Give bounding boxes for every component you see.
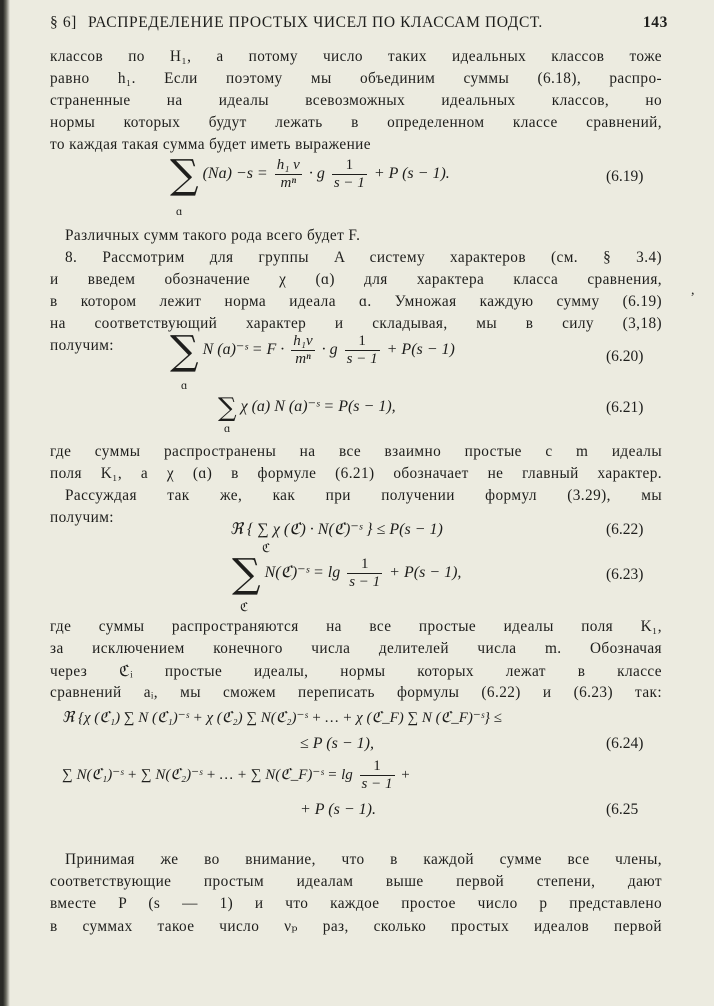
text-line: получим: bbox=[50, 337, 114, 354]
equation-6-22: ℜ { ∑ χ (ℭ) · N(ℭ)⁻ˢ } ≤ P(s − 1) bbox=[230, 521, 443, 538]
text-line: поля K₁, а χ (ɑ) в формуле (6.21) обозначает не главный характер. bbox=[50, 465, 662, 482]
text-line: Принимая же во внимание, что в каждой сумме все члены, bbox=[65, 851, 662, 868]
text-line: за исключением конечного числа делителей числа m. Обозначая bbox=[50, 640, 662, 657]
text-line: и введем обозначение χ (ɑ) для характера класса сравнения, bbox=[50, 271, 662, 288]
equation-number: (6.24) bbox=[606, 735, 644, 752]
sum-subscript: ℭ bbox=[240, 600, 249, 614]
equation-6-23: ∑ N(ℭ)⁻ˢ = lg $\frac{1}{s - 1}$ + P(s − 1), bbox=[232, 551, 462, 597]
text-line: нормы которых будут лежать в определенном классе сравнений, bbox=[50, 114, 662, 131]
text-line: Различных сумм такого рода всего будет F. bbox=[65, 227, 361, 244]
fraction: $\frac{1}{s - 1}$ bbox=[346, 332, 378, 367]
text-line: страненные на идеалы всевозможных идеальных классов, но bbox=[50, 92, 662, 109]
header-section: § 6] bbox=[50, 14, 77, 31]
text-line: где суммы распространены на все взаимно простые с m идеалы bbox=[50, 443, 662, 460]
text-line: классов по H₁, а потому число таких идеальных классов тоже bbox=[50, 48, 662, 65]
equation-6-25-line1: ∑ N(ℭ₁)⁻ˢ + ∑ N(ℭ₂)⁻ˢ + … + ∑ N(ℭ_F)⁻ˢ = lg $\frac{1}{s - 1}$ + bbox=[62, 758, 410, 792]
equation-6-24-line1: ℜ {χ (ℭ₁) ∑ N (ℭ₁)⁻ˢ + χ (ℭ₂) ∑ N(ℭ₂)⁻ˢ + … + χ (ℭ_F) ∑ N (ℭ_F)⁻ˢ} ≤ bbox=[62, 710, 502, 726]
text-line: на соответствующий характер и складывая, мы в силу (3,18) bbox=[50, 315, 662, 332]
text-line: в суммах такое число νₚ раз, сколько простых идеалов первой bbox=[50, 918, 662, 935]
text-line: сравнений aᵢ, мы сможем переписать формулы (6.22) и (6.23) так: bbox=[50, 684, 662, 701]
equation-number: (6.25 bbox=[606, 801, 639, 818]
sum-subscript: ℭ bbox=[262, 541, 271, 555]
sum-symbol: ∑ bbox=[232, 551, 261, 597]
equation-6-24-line2: ≤ P (s − 1), bbox=[300, 735, 374, 752]
sum-symbol: ∑ bbox=[170, 328, 199, 374]
fraction: $\frac{\text{h₁ v}}{\text{mⁿ}}$ bbox=[276, 156, 300, 191]
text-line: равно h₁. Если поэтому мы объединим суммы (6.18), распро- bbox=[50, 70, 662, 87]
sum-subscript: ɑ bbox=[224, 421, 231, 435]
sum-symbol: ∑ bbox=[218, 393, 237, 423]
equation-number: (6.23) bbox=[606, 566, 644, 583]
equation-6-21: ∑ χ (ɑ) N (ɑ)⁻ˢ = P(s − 1), bbox=[218, 393, 396, 423]
text-line: Рассуждая так же, как при получении формул (3.29), мы bbox=[65, 487, 662, 504]
equation-number: (6.20) bbox=[606, 348, 644, 365]
sum-subscript: ɑ bbox=[176, 204, 183, 218]
margin-mark: , bbox=[691, 283, 695, 298]
page-number: 143 bbox=[642, 14, 668, 31]
text-line: соответствующие простым идеалам выше первой степени, дают bbox=[50, 873, 662, 890]
sum-subscript: ɑ bbox=[181, 378, 188, 392]
header-title: РАСПРЕДЕЛЕНИЕ ПРОСТЫХ ЧИСЕЛ ПО КЛАССАМ ПОДСТ. bbox=[88, 14, 543, 31]
text-line: то каждая такая сумма будет иметь выражение bbox=[50, 136, 371, 153]
text-line: в котором лежит норма идеала ɑ. Умножая каждую сумму (6.19) bbox=[50, 293, 662, 310]
equation-6-20: ∑ N (ɑ)⁻ˢ = F · $\frac{\text{h₁v}}{\text{mⁿ}}$ · g $\frac{1}{s - 1}$ + P(s − 1) bbox=[170, 328, 455, 374]
fraction: $\frac{1}{s - 1}$ bbox=[333, 156, 365, 191]
fraction: $\frac{1}{s - 1}$ bbox=[349, 555, 381, 590]
equation-number: (6.21) bbox=[606, 399, 644, 416]
equation-number: (6.22) bbox=[606, 521, 644, 538]
text-line: вместе P (s — 1) и что каждое простое число p представлено bbox=[50, 895, 662, 912]
text-line: через ℭᵢ простые идеалы, нормы которых лежат в классе bbox=[50, 663, 662, 680]
page-binding-edge bbox=[0, 0, 10, 1006]
text-line: получим: bbox=[50, 509, 114, 526]
equation-6-25-line2: + P (s − 1). bbox=[300, 801, 376, 818]
text-line: где суммы распространяются на все простые идеалы поля K₁, bbox=[50, 618, 662, 635]
equation-6-19: ∑ (Nɑ) −s = $\frac{\text{h₁ v}}{\text{mⁿ}}$ · g $\frac{1}{s - 1}$ + P (s − 1). bbox=[170, 152, 450, 198]
equation-number: (6.19) bbox=[606, 168, 644, 185]
text-line: 8. Рассмотрим для группы A систему характеров (см. § 3.4) bbox=[65, 249, 662, 266]
fraction: $\frac{1}{s - 1}$ bbox=[361, 758, 393, 792]
sum-symbol: ∑ bbox=[170, 152, 199, 198]
fraction: $\frac{\text{h₁v}}{\text{mⁿ}}$ bbox=[293, 332, 313, 367]
